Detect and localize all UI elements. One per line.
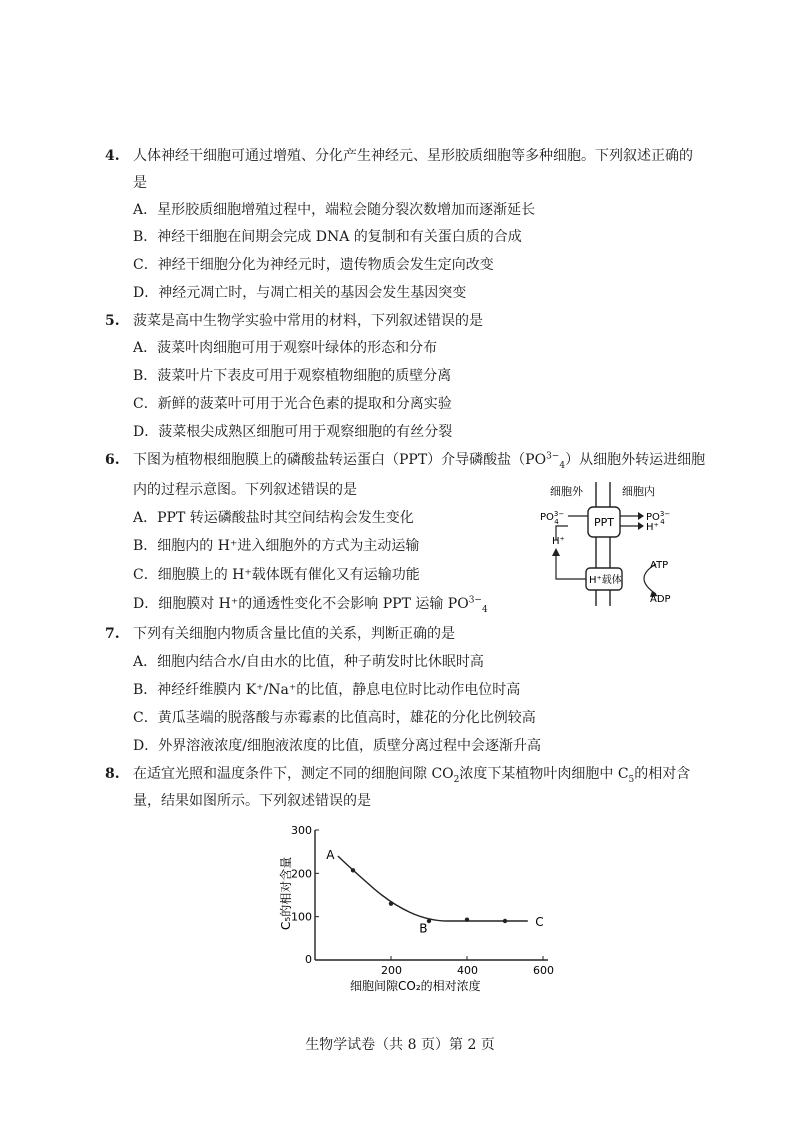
carrier-label: H⁺载体 <box>589 575 622 586</box>
atp-label: ATP <box>650 560 669 571</box>
ppt-label: PPT <box>594 516 614 529</box>
origin-label: 0 <box>305 953 312 966</box>
q4-stem-cont: 是 <box>133 175 147 191</box>
q4-option-a: A．星形胶质细胞增殖过程中，端粒会随分裂次数增加而逐渐延长 <box>133 202 536 218</box>
c5-content-chart <box>270 820 570 1000</box>
q7-stem: 下列有关细胞内物质含量比值的关系，判断正确的是 <box>133 626 455 642</box>
h-out-path <box>556 554 586 579</box>
q5-option-d: D．菠菜根尖成熟区细胞可用于观察细胞的有丝分裂 <box>133 424 453 440</box>
po4-arrowhead-icon <box>638 512 644 520</box>
q7-option-d: D．外界溶液浓度/细胞液浓度的比值，质壁分离过程中会逐渐升高 <box>133 738 541 754</box>
q6-option-a: A．PPT 转运磷酸盐时其空间结构会发生变化 <box>133 510 414 526</box>
q5-number: 5. <box>105 313 120 329</box>
inside-label: 细胞内 <box>622 485 655 498</box>
q7-option-c: C．黄瓜茎端的脱落酸与赤霉素的比值高时，雄花的分化比例较高 <box>133 710 536 726</box>
po4-left-label: $PO^{3-}$ 4 <box>540 510 565 526</box>
q5-option-c: C．新鲜的菠菜叶可用于光合色素的提取和分离实验 <box>133 396 452 412</box>
q6-number: 6. <box>105 452 120 468</box>
x-tick-label: 200 <box>381 964 402 977</box>
point-label-a: A <box>326 847 335 862</box>
adp-label: ADP <box>650 594 671 605</box>
po4-subscript: 4 <box>559 460 566 471</box>
q6-option-c: C．细胞膜上的 H⁺载体既有催化又有运输功能 <box>133 567 420 583</box>
h-out-arrowhead-icon <box>552 548 560 556</box>
point-label-c: C <box>535 915 544 929</box>
q4-option-b: B．神经干细胞在间期会完成 DNA 的复制和有关蛋白质的合成 <box>133 229 522 245</box>
q6-option-b: B．细胞内的 H⁺进入细胞外的方式为主动运输 <box>133 538 420 554</box>
po4-charge: 3− <box>546 451 560 462</box>
q6-stem-cont: 内的过程示意图。下列叙述错误的是 <box>133 482 357 498</box>
data-point <box>503 919 507 923</box>
q4-option-c: C．神经干细胞分化为神经元时，遗传物质会发生定向改变 <box>133 257 494 273</box>
y-axis-label: C₅的相对含量 <box>279 856 293 930</box>
q7-option-b: B．神经纤维膜内 K⁺/Na⁺的比值，静息电位时比动作电位时高 <box>133 682 521 698</box>
q7-option-a: A．细胞内结合水/自由水的比值，种子萌发时比休眠时高 <box>133 654 484 670</box>
page-footer: 生物学试卷（共 8 页）第 2 页 <box>305 1037 495 1053</box>
h-plus-inside-label: H⁺ <box>646 522 659 533</box>
q5-option-a: A．菠菜叶肉细胞可用于观察叶绿体的形态和分布 <box>133 340 438 356</box>
data-point <box>465 918 469 922</box>
x-tick-label: 400 <box>457 964 478 977</box>
data-point <box>351 868 355 872</box>
c5-curve-line <box>338 856 528 921</box>
y-tick-label: 200 <box>291 867 312 881</box>
q5-stem: 菠菜是高中生物学实验中常用的材料，下列叙述错误的是 <box>133 313 483 329</box>
h-plus-outside-label: H⁺ <box>552 536 565 547</box>
q8-stem-cont: 量，结果如图所示。下列叙述错误的是 <box>133 793 371 809</box>
ppt-transport-diagram <box>528 478 698 608</box>
q6-stem: 下图为植物根细胞膜上的磷酸盐转运蛋白（PPT）介导磷酸盐$(PO^{3-}_4)$从细胞外转运进细胞 <box>133 451 706 471</box>
point-label-b: B <box>419 921 428 936</box>
x-axis-label: 细胞间隙CO₂的相对浓度 <box>350 979 481 993</box>
q6-option-d: D．细胞膜对 H⁺的通透性变化不会影响 PPT 运输 $PO^{3-}_4$ <box>133 595 488 615</box>
q4-number: 4. <box>105 148 120 164</box>
h-arrowhead-icon <box>638 522 644 530</box>
q4-option-d: D．神经元凋亡时，与凋亡相关的基因会发生基因突变 <box>133 285 467 301</box>
data-point <box>389 901 393 905</box>
po4-right-label: $PO^{3-}$ 4 <box>646 510 671 526</box>
outside-label: 细胞外 <box>550 485 583 498</box>
x-tick-label: 600 <box>533 964 554 977</box>
q8-stem: 在适宜光照和温度条件下，测定不同的细胞间隙 $CO_2$浓度下某植物叶肉细胞中 $C_5$的相对含 <box>133 766 691 785</box>
y-tick-label: 300 <box>291 824 312 837</box>
q7-number: 7. <box>105 626 120 642</box>
q8-number: 8. <box>105 766 120 782</box>
y-tick-label: 100 <box>291 910 312 924</box>
q5-option-b: B．菠菜叶片下表皮可用于观察植物细胞的质壁分离 <box>133 368 452 384</box>
q4-stem: 人体神经干细胞可通过增殖、分化产生神经元、星形胶质细胞等多种细胞。下列叙述正确的 <box>133 148 693 164</box>
